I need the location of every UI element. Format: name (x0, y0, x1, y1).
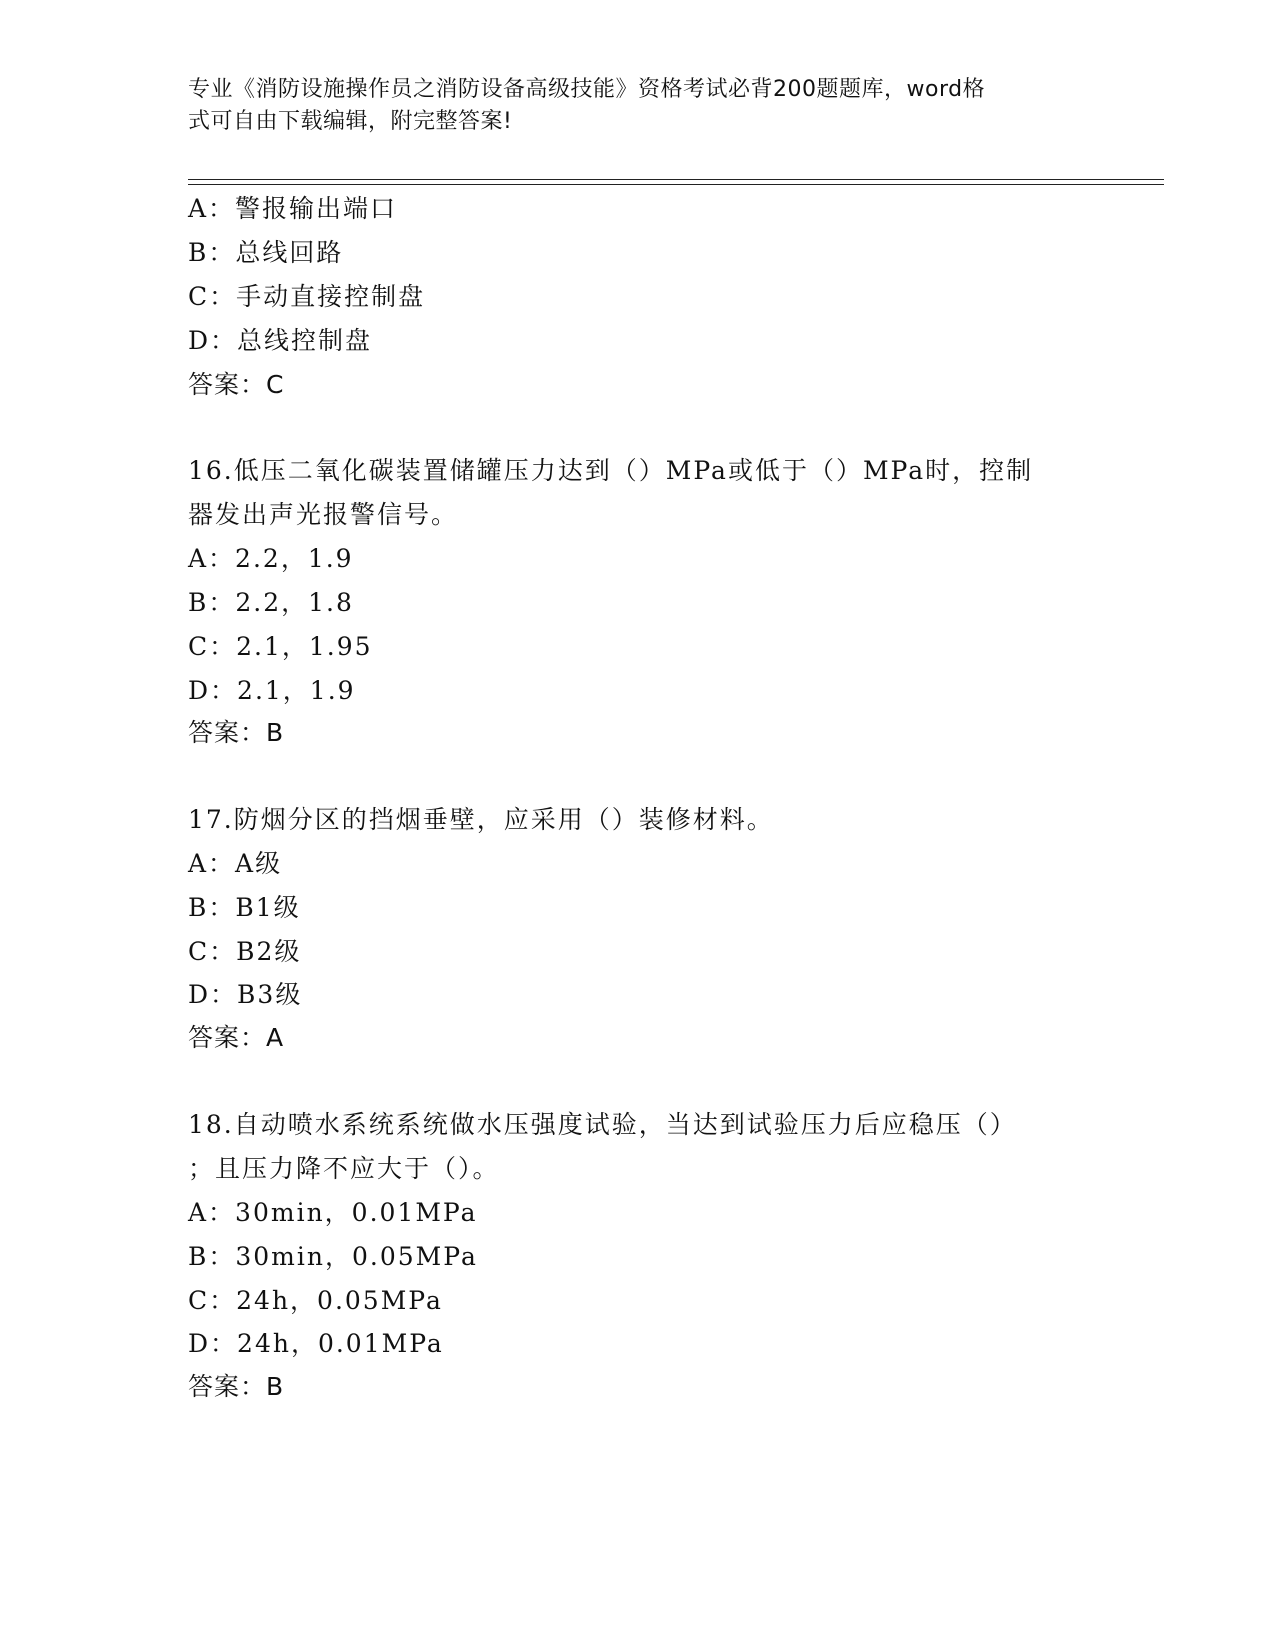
q18-option-a: A：30min，0.01MPa (188, 1198, 478, 1227)
q16-option-d: D：2.1，1.9 (188, 676, 356, 705)
q16-stem-line-2: 器发出声光报警信号。 (188, 500, 459, 529)
q15-option-c: C：手动直接控制盘 (188, 282, 426, 311)
q16-stem-line-1: 16.低压二氧化碳装置储罐压力达到（）MPa或低于（）MPa时，控制 (188, 456, 1034, 485)
header-line-1: 专业《消防设施操作员之消防设备高级技能》资格考试必背200题题库，word格 (188, 77, 986, 102)
q18-stem-line-1: 18.自动喷水系统系统做水压强度试验，当达到试验压力后应稳压（） (188, 1110, 1017, 1139)
q16-option-c: C：2.1，1.95 (188, 632, 373, 661)
q16-answer: 答案：B (188, 718, 285, 747)
q17-option-b: B：B1级 (188, 893, 301, 922)
q18-option-d: D：24h，0.01MPa (188, 1329, 444, 1358)
q17-answer: 答案：A (188, 1023, 285, 1052)
q18-option-b: B：30min，0.05MPa (188, 1242, 478, 1271)
q15-option-b: B：总线回路 (188, 238, 344, 267)
q15-option-d: D：总线控制盘 (188, 326, 373, 355)
q16-option-a: A：2.2，1.9 (188, 544, 354, 573)
header-divider-top (188, 179, 1164, 180)
document-header (188, 74, 1068, 138)
header-divider-bottom (188, 184, 1164, 185)
q17-option-c: C：B2级 (188, 937, 302, 966)
q15-option-a: A：警报输出端口 (188, 194, 398, 223)
q18-option-c: C：24h，0.05MPa (188, 1286, 443, 1315)
q17-option-d: D：B3级 (188, 980, 303, 1009)
q16-option-b: B：2.2，1.8 (188, 588, 354, 617)
q15-answer: 答案：C (188, 370, 285, 399)
q18-stem-line-2: ；且压力降不应大于（）。 (188, 1154, 500, 1183)
header-line-2: 式可自由下载编辑，附完整答案! (188, 109, 513, 134)
q18-answer: 答案：B (188, 1372, 285, 1401)
q17-stem-line-1: 17.防烟分区的挡烟垂壁，应采用（）装修材料。 (188, 805, 774, 834)
q17-option-a: A：A级 (188, 849, 283, 878)
